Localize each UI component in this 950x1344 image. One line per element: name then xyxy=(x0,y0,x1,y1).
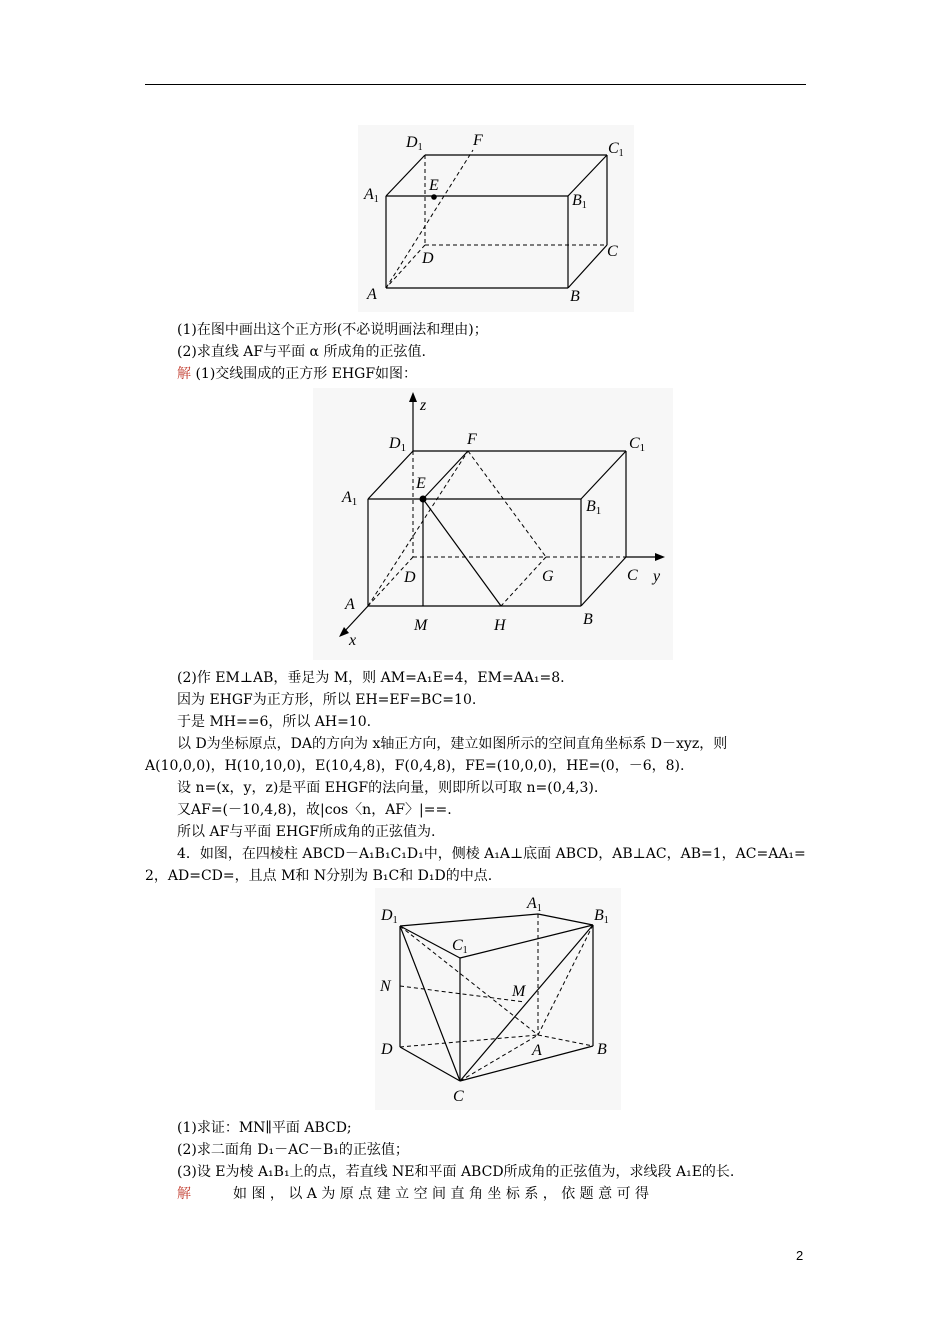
y-axis-arrow xyxy=(655,553,665,561)
question-1: (1)在图中画出这个正方形(不必说明画法和理由)； xyxy=(177,322,488,338)
solution-5-line: 以 D为坐标原点，DA的方向为 x轴正方向，建立如图所示的空间直角坐标系 D－xyz，则 xyxy=(177,736,728,752)
figure-box-1 xyxy=(358,125,634,312)
problem-4-line-1: 4．如图，在四棱柱 ABCD－A₁B₁C₁D₁中，侧棱 A₁A⊥底面 ABCD，AB⊥AC，AB=1，AC=AA₁= xyxy=(177,846,806,862)
solution-2-line: (2)作 EM⊥AB，垂足为 M，则 AM=A₁E=4，EM=AA₁=8. xyxy=(177,670,565,686)
label-c: C xyxy=(607,243,618,260)
label-d1: D1 xyxy=(406,134,423,153)
label-d: D xyxy=(422,250,434,267)
label-m: M xyxy=(414,617,428,634)
label-d: D xyxy=(381,1041,393,1058)
solution-1-text: (1)交线围成的正方形 EHGF如图： xyxy=(191,366,418,382)
figure-box-3 xyxy=(375,888,621,1110)
label-e: E xyxy=(429,177,439,194)
solution-9-line: 所以 AF与平面 EHGF所成角的正弦值为. xyxy=(177,824,436,840)
label-f: F xyxy=(467,431,477,448)
label-d1: D1 xyxy=(389,435,407,454)
figure-box-2 xyxy=(313,388,673,660)
label-f: F xyxy=(473,132,483,149)
label-c: C xyxy=(453,1088,464,1105)
page-number: 2 xyxy=(796,1248,804,1263)
header-rule xyxy=(145,84,806,85)
solution-final-text: 如 图 ， 以 A 为 原 点 建 立 空 间 直 角 坐 标 系 ， 依 题 意 可 得 xyxy=(233,1186,650,1202)
solution-6-line: A(10,0,0)，H(10,10,0)，E(10,4,8)，F(0,4,8)，FE=(10,0,0)，HE=(0，－6，8). xyxy=(145,758,685,774)
label-d: D xyxy=(404,569,416,586)
label-b: B xyxy=(597,1041,607,1058)
label-b: B xyxy=(583,611,593,628)
solution-4-line: 于是 MH==6，所以 AH=10. xyxy=(177,714,372,730)
solution-7-line: 设 n=(x，y，z)是平面 EHGF的法向量，则即所以可取 n=(0,4,3). xyxy=(177,780,599,796)
solution-label-2: 解 xyxy=(177,1186,191,1202)
label-b1: B1 xyxy=(586,498,602,517)
label-h: H xyxy=(494,617,506,634)
sub-question-2: (2)求二面角 D₁－AC－B₁的正弦值； xyxy=(177,1142,409,1158)
label-a1: A1 xyxy=(342,489,358,508)
label-c1: C1 xyxy=(452,937,468,956)
label-b1: B1 xyxy=(572,192,587,211)
label-e: E xyxy=(416,475,426,492)
label-c1: C1 xyxy=(608,140,624,159)
label-x: x xyxy=(349,632,357,649)
label-a: A xyxy=(367,286,377,303)
label-c: C xyxy=(627,567,638,584)
label-d1: D1 xyxy=(381,907,398,926)
cuboid-figure xyxy=(358,125,634,312)
problem-4-line-2: 2，AD=CD=，且点 M和 N分别为 B₁C和 D₁D的中点. xyxy=(145,868,493,884)
point-e-dot xyxy=(420,496,427,503)
prism-figure xyxy=(375,888,621,1110)
solution-final-line xyxy=(177,1184,649,1204)
label-y: y xyxy=(653,568,661,585)
point-e-dot xyxy=(431,194,437,200)
sub-question-3: (3)设 E为棱 A₁B₁上的点，若直线 NE和平面 ABCD所成角的正弦值为，求线段 A₁E的长. xyxy=(177,1164,735,1180)
solution-label: 解 xyxy=(177,366,191,382)
label-a1: A1 xyxy=(527,895,542,914)
label-a1: A1 xyxy=(364,186,379,205)
label-b1: B1 xyxy=(594,907,609,926)
label-z: z xyxy=(420,397,427,414)
label-b: B xyxy=(570,288,580,305)
label-n: N xyxy=(380,978,391,995)
z-axis-arrow xyxy=(409,392,417,402)
label-m: M xyxy=(512,983,526,1000)
sub-question-1: (1)求证：MN∥平面 ABCD; xyxy=(177,1120,352,1136)
label-a: A xyxy=(345,596,355,613)
label-g: G xyxy=(542,568,554,585)
solution-3-line: 因为 EHGF为正方形，所以 EH=EF=BC=10. xyxy=(177,692,477,708)
label-c1: C1 xyxy=(629,435,646,454)
solution-1 xyxy=(177,364,417,384)
question-2: (2)求直线 AF与平面 α 所成角的正弦值. xyxy=(177,344,426,360)
solution-8-line: 又AF=(－10,4,8)，故|cos〈n，AF〉|==. xyxy=(177,802,452,818)
label-a: A xyxy=(532,1042,542,1059)
coordinate-cuboid-figure xyxy=(313,388,673,660)
